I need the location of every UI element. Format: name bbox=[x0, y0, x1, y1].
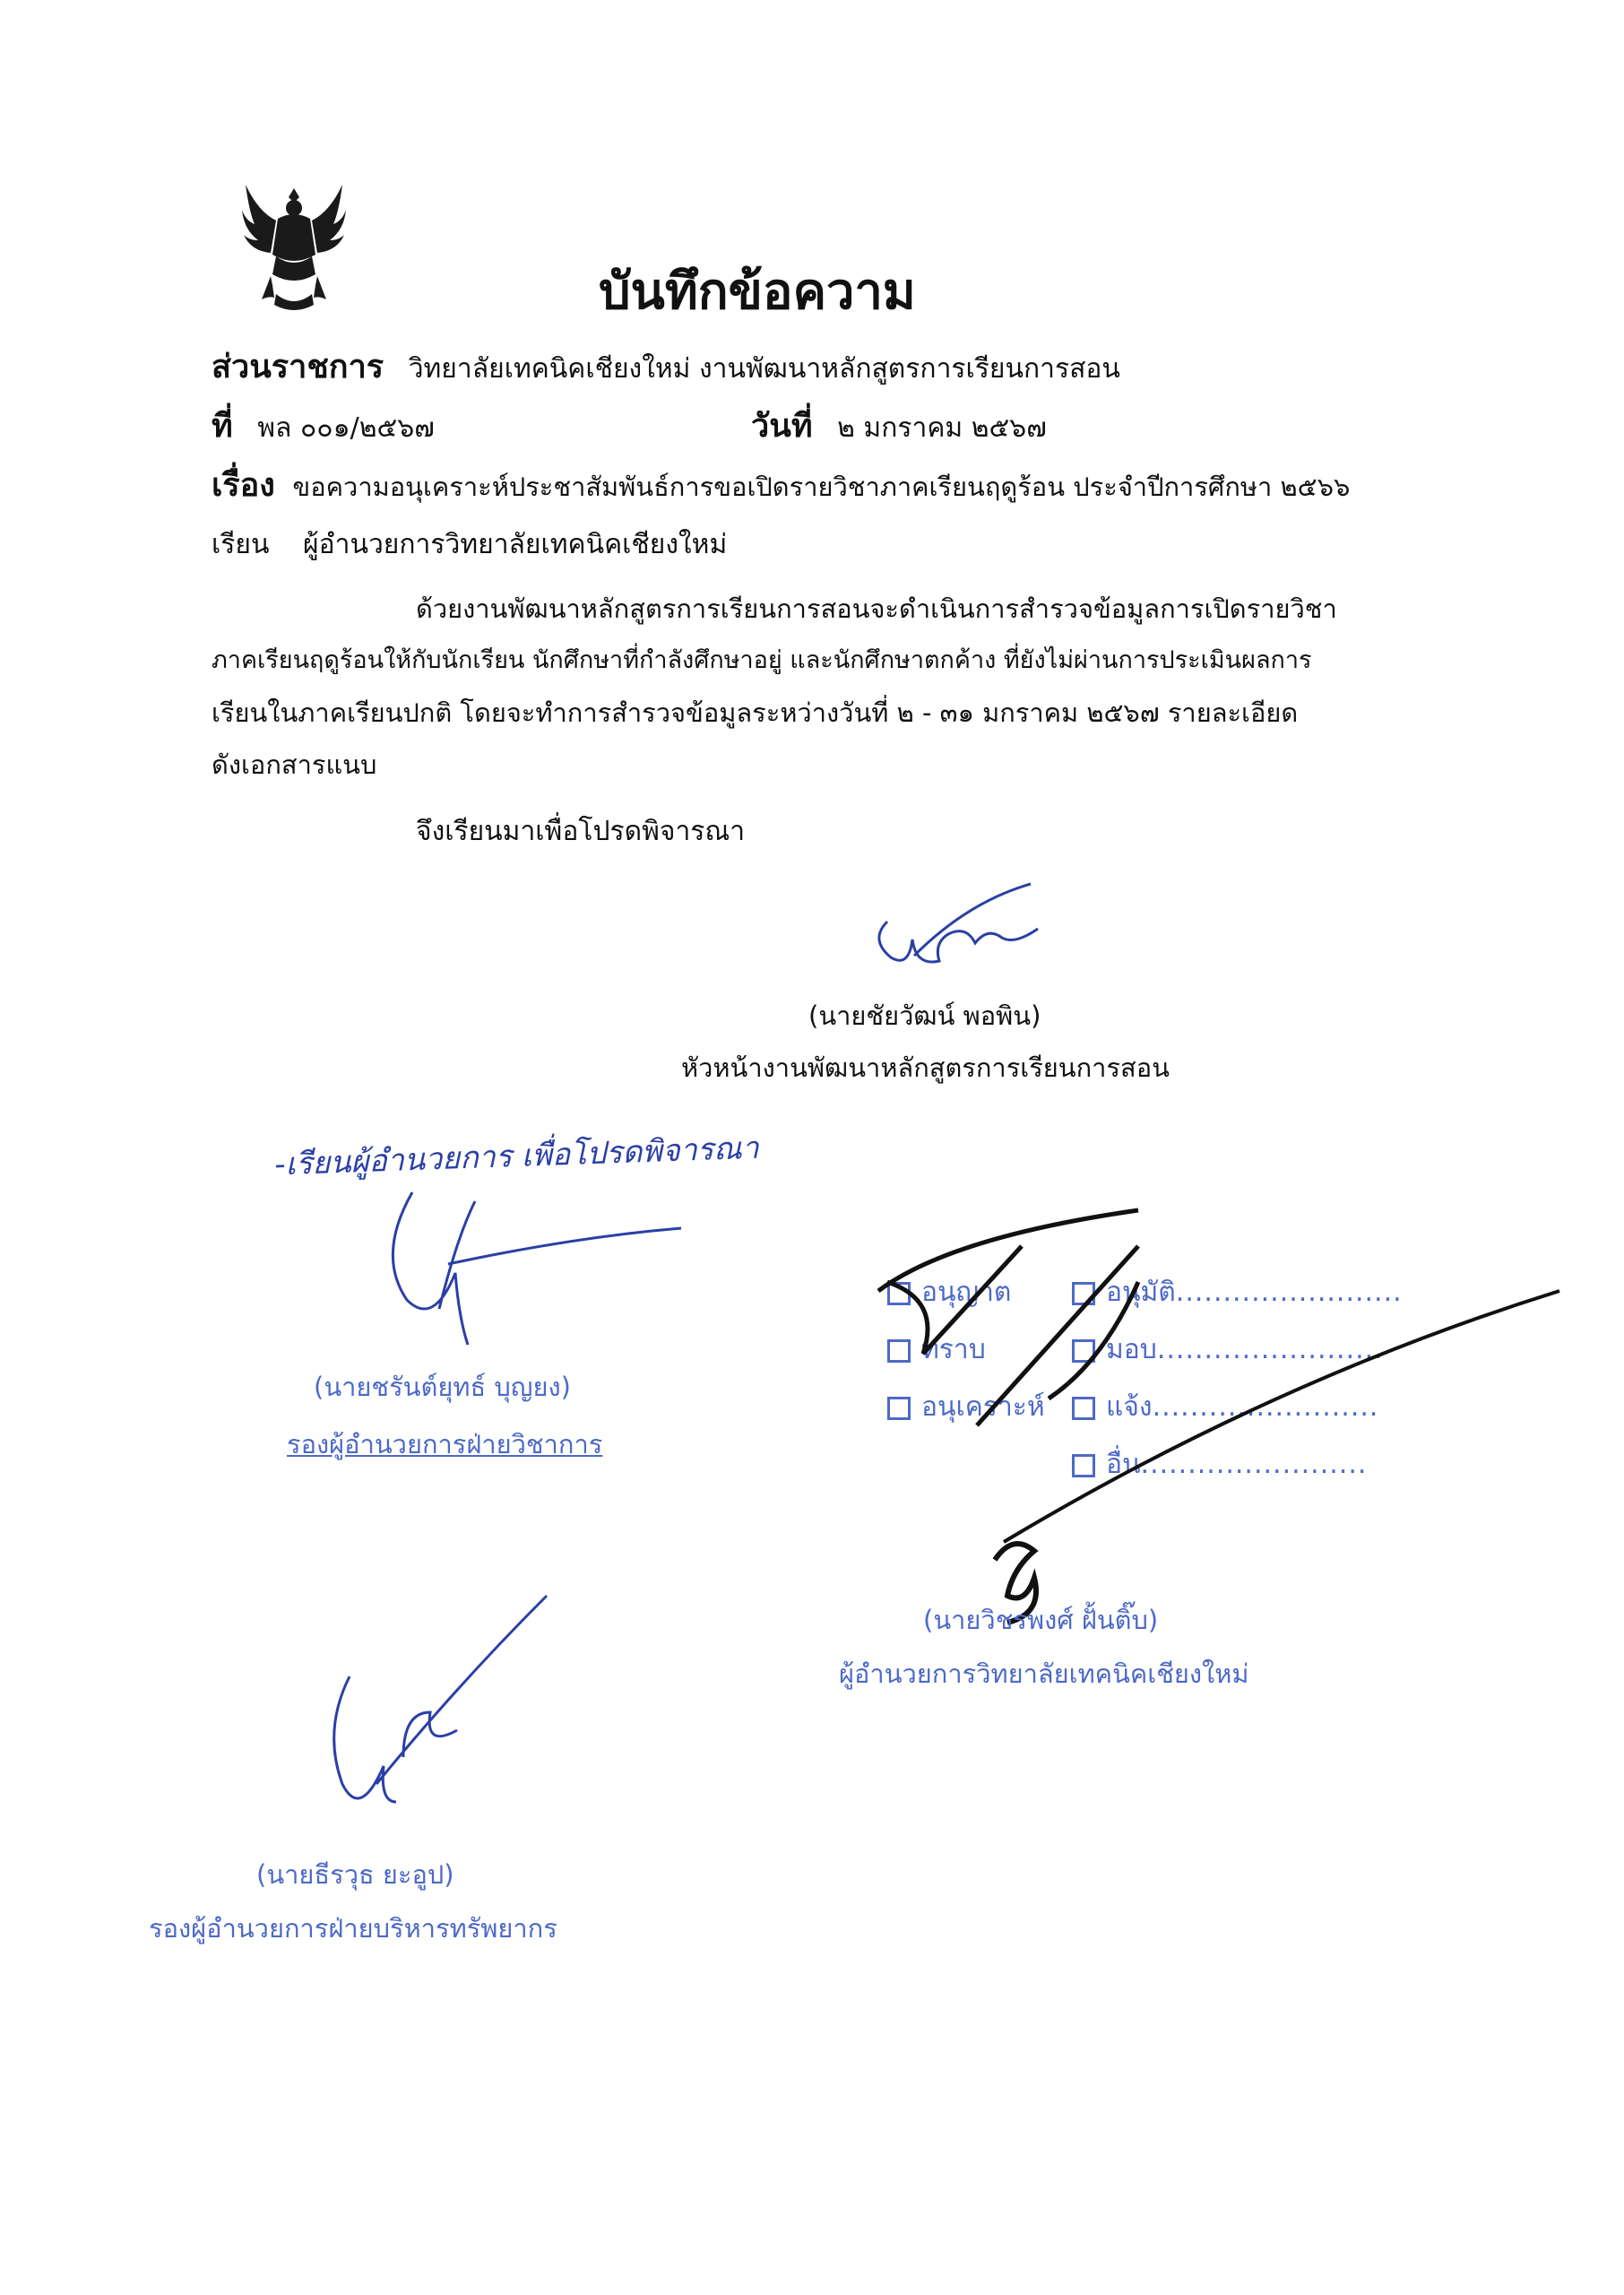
director-stamp-strokes bbox=[851, 1201, 1613, 1578]
subject-value: ขอความอนุเคราะห์ประชาสัมพันธ์การขอเปิดรายวิชาภาคเรียนฤดูร้อน ประจำปีการศึกษา ๒๕๖๖ bbox=[292, 472, 1351, 502]
to-row bbox=[212, 524, 727, 566]
ref-label: ที่ bbox=[212, 408, 233, 445]
deputy-resources-name: (นายธีรวุธ ยะอูป) bbox=[256, 1859, 454, 1890]
body-line-4: ดังเอกสารแนบ bbox=[212, 749, 377, 780]
ref-value: พล ๐๐๑/๒๕๖๗ bbox=[257, 412, 435, 444]
subject-row bbox=[212, 459, 1350, 510]
stamp-option-7: อื่น........................ bbox=[1072, 1443, 1367, 1485]
director-position: ผู้อำนวยการวิทยาลัยเทคนิคเชียงใหม่ bbox=[839, 1658, 1249, 1689]
head-signature bbox=[860, 879, 1093, 986]
agency-value: วิทยาลัยเทคนิคเชียงใหม่ งานพัฒนาหลักสูตรการเรียนการสอน bbox=[408, 353, 1120, 385]
deputy-resources-position: รองผู้อำนวยการฝ่ายบริหารทรัพยากร bbox=[149, 1913, 557, 1944]
agency-row bbox=[212, 341, 1120, 392]
to-value: ผู้อำนวยการวิทยาลัยเทคนิคเชียงใหม่ bbox=[303, 529, 728, 560]
stamp-option-5: มอบ........................ bbox=[1072, 1329, 1384, 1371]
stamp-option-4: อนุมัติ........................ bbox=[1072, 1271, 1403, 1313]
date-label: วันที่ bbox=[751, 408, 813, 445]
body-line-1: ด้วยงานพัฒนาหลักสูตรการเรียนการสอนจะดำเนินการสำรวจข้อมูลการเปิดรายวิชา bbox=[416, 593, 1337, 624]
ref-row bbox=[212, 400, 435, 451]
deputy-academic-signature bbox=[376, 1165, 699, 1363]
date-value: ๒ มกราคม ๒๕๖๗ bbox=[837, 412, 1047, 444]
subject-label: เรื่อง bbox=[212, 467, 275, 504]
deputy-academic-name: (นายชรันต์ยุทธ์ บุญยง) bbox=[314, 1372, 571, 1402]
stamp-option-2: ทราบ bbox=[887, 1329, 986, 1371]
date-row bbox=[751, 400, 1047, 451]
body-line-3: เรียนในภาคเรียนปกติ โดยจะทำการสำรวจข้อมูลระหว่างวันที่ ๒ - ๓๑ มกราคม ๒๕๖๗ รายละเอียด bbox=[212, 697, 1299, 728]
stamp-option-3: อนุเคราะห์ bbox=[887, 1386, 1045, 1428]
memo-title: บันทึกข้อความ bbox=[599, 263, 916, 321]
to-label: เรียน bbox=[212, 529, 270, 560]
director-name: (นายวิชรพงศ์ ฝั้นติ๊บ) bbox=[923, 1605, 1159, 1635]
deputy-resources-signature bbox=[305, 1596, 556, 1829]
head-name: (นายชัยวัฒน์ พอพิน) bbox=[808, 1000, 1041, 1031]
deputy-academic-position: รองผู้อำนวยการฝ่ายวิชาการ bbox=[287, 1429, 603, 1459]
stamp-option-6: แจ้ง........................ bbox=[1072, 1386, 1378, 1428]
agency-label: ส่วนราชการ bbox=[212, 349, 384, 385]
closing-text: จึงเรียนมาเพื่อโปรดพิจารณา bbox=[416, 816, 746, 847]
garuda-emblem-icon bbox=[240, 179, 348, 314]
head-position: หัวหน้างานพัฒนาหลักสูตรการเรียนการสอน bbox=[681, 1052, 1170, 1083]
handwritten-note: -เรียนผู้อำนวยการ เพื่อโปรดพิจารณา bbox=[273, 1130, 760, 1183]
body-line-2: ภาคเรียนฤดูร้อนให้กับนักเรียน นักศึกษาที่กำลังศึกษาอยู่ และนักศึกษาตกค้าง ที่ยังไม่ผ่านการประเมินผลการ bbox=[212, 646, 1312, 674]
stamp-option-1: อนุญาต bbox=[887, 1271, 1011, 1313]
